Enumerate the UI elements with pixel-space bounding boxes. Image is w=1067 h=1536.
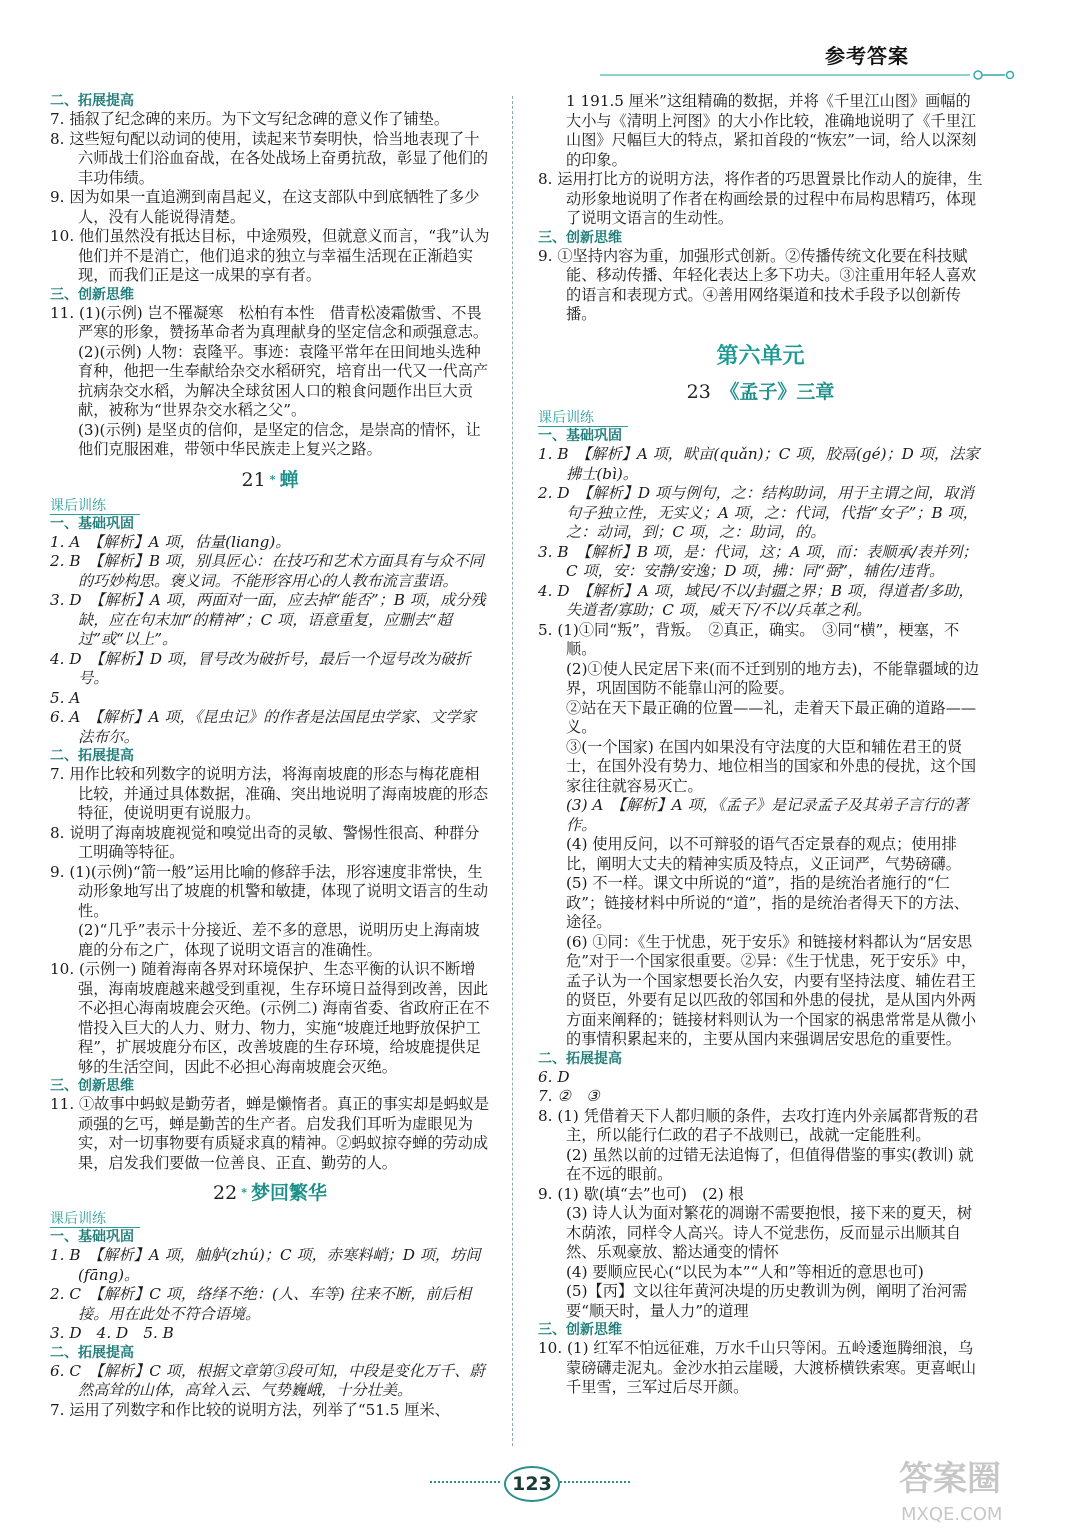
lesson-name: 梦回繁华 <box>250 1182 327 1204</box>
answer-item: 7. 用作比较和列数字的说明方法，将海南坡鹿的形态与梅花鹿相比较，并通过具体数据，准确、突出地说明了海南坡鹿的形态特征，使说明更有说服力。 <box>50 765 489 822</box>
answer-item: 7. ② ③ <box>538 1087 600 1105</box>
section-heading: 三、创新思维 <box>50 1078 134 1094</box>
answer-item: 10. 他们虽然没有抵达目标，中途殒殁，但就意义而言，“我”认为他们并不是消亡，他们追求的独立与幸福生活现在正渐趋实现，而我们正是这一成果的享有者。 <box>50 227 490 284</box>
answer-item: (2)(示例) 人物：袁隆平。事迹：袁隆平常年在田间地头选种育种，他把一生奉献给杂交水稻研究，培育出一代又一代高产抗病杂交水稻，为解决全球贫困人口的粮食问题作出巨大贡献，被称为“世界杂交水稻之父”。 <box>78 342 489 419</box>
answer-item: 3. D 【解析】A 项，两面对一面，应去掉“能否”；B 项，成分残缺，应在句末加“的精神”；C 项，语意重复，应删去“超过”或“以上”。 <box>50 591 486 648</box>
answer-item: 8. (1) 凭借着天下人都归顺的条件，去攻打连内外亲属都背叛的君主，所以能行仁政的君子不战则已，战就一定能胜利。 <box>538 1106 979 1144</box>
answer-item: 6. C 【解析】C 项，根据文章第③段可知，中段是变化万千、蔚然高耸的山体，高耸入云、气势巍峨，十分壮美。 <box>50 1361 485 1399</box>
answer-item: 4. D 【解析】A 项，域民/不以/封疆之界；B 项，得道者/多助，失道者/寡助；C 项，威天下/不以/兵革之利。 <box>538 581 974 619</box>
answer-item: 10. (1) 红军不怕远征难，万水千山只等闲。五岭逶迤腾细浪，乌蒙磅礴走泥丸。金沙水拍云崖暖，大渡桥横铁索寒。更喜岷山千里雪，三军过后尽开颜。 <box>538 1339 977 1396</box>
answer-item: 9. 因为如果一直追溯到南昌起义，在这支部队中到底牺牲了多少人，没有人能说得清楚。 <box>50 188 480 226</box>
lesson-title <box>50 468 490 492</box>
answer-item: 10. (示例一) 随着海南各界对环境保护、生态平衡的认识不断增强，海南坡鹿越来越受到重视，生存环境日益得到改善，因此不必担心海南坡鹿会灭绝。(示例二) 海南省委、省政府正在不惜投入巨大的人力、财力、物力，实施“坡鹿迁地野放保护工程”，扩展坡鹿分布区，改善坡鹿的生存环境，给坡鹿提供足够的生活空间，因此不必担心海南坡鹿会灭绝。 <box>50 960 490 1076</box>
header-title: 参考答案 <box>825 44 909 68</box>
answer-item: 2. B 【解析】B 项，别具匠心：在技巧和艺术方面具有与众不同的巧妙构思。褒义词。不能形容用心的人教布流言蜚语。 <box>50 552 484 590</box>
section-heading: 二、拓展提高 <box>50 748 134 764</box>
drill-label: 课后训练 <box>50 1211 140 1228</box>
answer-item: (6) ①同：《生于忧患，死于安乐》和链接材料都认为“居安思危”对于一个国家很重要。②异：《生于忧患，死于安乐》中，孟子认为一个国家想要长治久安，内要有坚持法度、辅佐君王的贤臣，外要有足以匹敌的邻国和外患的侵扰，是从国内外两方面来阐释的；链接材料则认为一个国家的祸患常常是从微小的事情积累起来的，主要从国内来强调居安思危的重要性。 <box>566 932 977 1048</box>
section-heading: 二、拓展提高 <box>538 1050 622 1067</box>
drill-label: 课后训练 <box>50 498 140 515</box>
lesson-title <box>50 1181 490 1205</box>
section-heading: 一、基础巩固 <box>50 1229 134 1245</box>
answer-item: 8. 说明了海南坡鹿视觉和嗅觉出奇的灵敏、警惕性很高、种群分工明确等特征。 <box>50 823 480 861</box>
answer-item: 9. ①坚持内容为重，加强形式创新。②传播传统文化要在科技赋能、移动传播、年轻化表达上多下功夫。③注重用年轻人喜欢的语言和表现方式。④善用网络渠道和技术手段予以创新传播。 <box>538 246 977 323</box>
answer-item: (2) 虽然以前的过错无法追悔了，但值得借鉴的事实(教训) 就在不远的眼前。 <box>566 1145 974 1183</box>
answer-item: 9. (1)(示例)“箭一般”运用比喻的修辞手法，形容速度非常快，生动形象地写出了坡鹿的机警和敏捷，体现了说明文语言的生动性。 <box>50 862 489 920</box>
answer-item: (3) A 【解析】A 项，《孟子》是记录孟子及其弟子言行的著作。 <box>566 796 969 834</box>
answer-item: 1. B 【解析】A 项，畎亩(quǎn)；C 项，胶鬲(gé)；D 项，法家拂士(bì)。 <box>538 445 980 483</box>
svg-text:答案圈: 答案圈 <box>899 1459 1001 1499</box>
section-heading: 三、创新思维 <box>538 1322 622 1338</box>
answer-item: 2. D 【解析】D 项与例句，之：结构助词，用于主谓之间，取消句子独立性，无实义；A 项，之：代词，代指“女子”；B 项，之：动词，到；C 项，之：助词，的。 <box>538 484 978 541</box>
section-heading: 二、拓展提高 <box>50 1344 134 1361</box>
watermark-logo <box>889 1450 1049 1530</box>
answer-item: (4) 要顺应民心(“以民为本”“人和”等相近的意思也可) <box>566 1262 924 1281</box>
answer-item: 1. B 【解析】A 项，舳舻(zhú)；C 项，赤寒料峭；D 项，坊间(fāng)。 <box>50 1246 481 1284</box>
answer-item: 3. D 4. D 5. B <box>50 1324 174 1342</box>
answer-item: 5. A <box>50 688 81 707</box>
right-column <box>538 92 983 1398</box>
answer-item: 11. ①故事中蚂蚁是勤劳者，蝉是懒惰者。真正的事实却是蚂蚁是顽强的乞丐，蝉是勤苦的生产者。启发我们耳听为虚眼见为实，对一切事物要有质疑求真的精神。②蚂蚁掠夺蝉的劳动成果，启发我们要做一位善良、正直、勤劳的人。 <box>50 1095 490 1172</box>
section-heading: 三、创新思维 <box>538 229 622 246</box>
column-divider <box>512 96 513 1446</box>
answer-item: 9. (1) 歇(填“去”也可) (2) 根 <box>538 1184 744 1203</box>
page-number-value: 123 <box>504 1466 560 1502</box>
answer-item: (2)“几乎”表示十分接近、差不多的意思，说明历史上海南坡鹿的分布之广，体现了说明文语言的准确性。 <box>78 921 480 959</box>
answer-item: (5) 不一样。课文中所说的“道”，指的是统治者施行的“仁政”；链接材料中所说的“道”，指的是统治者得天下的方法、途径。 <box>566 874 969 931</box>
lesson-number: 23 <box>686 381 711 403</box>
lesson-name: 蝉 <box>279 468 299 491</box>
answer-item: 4. D 【解析】D 项，冒号改为破折号，最后一个逗号改为破折号。 <box>50 649 471 687</box>
answer-item: (5)【丙】文以往年黄河决堤的历史教训为例，阐明了治河需要“顺天时，量人力”的道理 <box>566 1282 968 1320</box>
watermark-text: MXQE.COM <box>901 1504 1003 1525</box>
answer-item: 6. D <box>538 1067 570 1086</box>
answer-item: 3. B 【解析】B 项，是：代词，这；A 项，而：表顺承/表并列；C 项，安：安静/安逸；D 项，拂：同“弼”，辅佐/违背。 <box>538 542 978 580</box>
answer-item: ②站在天下最正确的位置——礼，走着天下最正确的道路——义。 <box>566 698 977 736</box>
answer-item: 2. C 【解析】C 项，络绎不绝：(人、车等) 往来不断，前后相接。用在此处不符合语境。 <box>50 1285 471 1323</box>
page-number <box>430 1462 630 1502</box>
answer-item: 1. A 【解析】A 项，估量(liang)。 <box>50 532 291 551</box>
section-heading: 三、创新思维 <box>50 286 134 303</box>
answer-item: (3) 诗人认为面对繁花的凋谢不需要抱恨，接下来的夏天，树木荫浓，同样令人高兴。诗人不觉悲伤，反而显示出顺其自然、乐观豪放、豁达通变的情怀 <box>566 1204 973 1261</box>
answer-item: 1 191.5 厘米”这组精确的数据，并将《千里江山图》画幅的大小与《清明上河图》的大小作比较，准确地说明了《千里江山图》尺幅巨大的特点，紧扣首段的“恢宏”一词，给人以深刻的印象。 <box>566 92 977 169</box>
drill-label: 课后训练 <box>538 410 628 427</box>
lesson-name: 《孟子》三章 <box>729 381 835 403</box>
unit-title: 第六单元 <box>716 343 805 369</box>
section-heading: 一、基础巩固 <box>538 428 622 444</box>
lesson-number: 22 <box>213 1182 238 1204</box>
lesson-title <box>538 380 983 404</box>
answer-item: (2)①使人民定居下来(而不迁到别的地方去)，不能靠疆域的边界，巩固国防不能靠山河的险要。 <box>566 659 980 697</box>
answer-item: 7. 运用了列数字和作比较的说明方法，列举了“51.5 厘米、 <box>50 1400 450 1419</box>
header-decoration-line <box>600 70 1020 80</box>
answer-item: 11. (1)(示例) 岂不罹凝寒 松柏有本性 借青松凌霜傲雪、不畏严寒的形象，赞扬革命者为真理献身的坚定信念和顽强意志。 <box>50 303 489 341</box>
optional-star-icon: * <box>269 472 276 486</box>
answer-item: (4) 使用反问，以不可辩驳的语气否定景春的观点；使用排比，阐明大丈夫的精神实质及特点，义正词严，气势磅礴。 <box>566 835 961 873</box>
section-heading: 二、拓展提高 <box>50 93 134 109</box>
answer-item: 7. 插叙了纪念碑的来历。为下文写纪念碑的意义作了铺垫。 <box>50 110 450 128</box>
lesson-number: 21 <box>241 468 266 491</box>
section-heading: 一、基础巩固 <box>50 515 134 532</box>
answer-item: (3)(示例) 是坚贞的信仰，是坚定的信念，是崇高的情怀，让他们克服困难，带领中华民族走上复兴之路。 <box>78 420 481 458</box>
answer-item: 8. 运用打比方的说明方法，将作者的巧思置景比作动人的旋律，生动形象地说明了作者在构画绘景的过程中布局构思精巧，体现了说明文语言的生动性。 <box>538 170 983 227</box>
answer-item: 6. A 【解析】A 项，《昆虫记》的作者是法国昆虫学家、文学家法布尔。 <box>50 708 476 746</box>
optional-star-icon: * <box>241 1186 247 1199</box>
answer-item: ③(一个国家) 在国内如果没有守法度的大臣和辅佐君王的贤士，在国外没有势力、地位相当的国家和外患的侵扰，这个国家往往就容易灭亡。 <box>566 737 977 795</box>
answer-item: 8. 这些短句配以动词的使用，读起来节奏明快，恰当地表现了十六师战士们浴血奋战，在各处战场上奋勇抗敌，彰显了他们的丰功伟绩。 <box>50 129 489 187</box>
answer-item: 5. (1)①同“叛”，背叛。 ②真正，确实。 ③同“横”，梗塞，不顺。 <box>538 620 960 658</box>
left-column <box>50 92 490 1420</box>
